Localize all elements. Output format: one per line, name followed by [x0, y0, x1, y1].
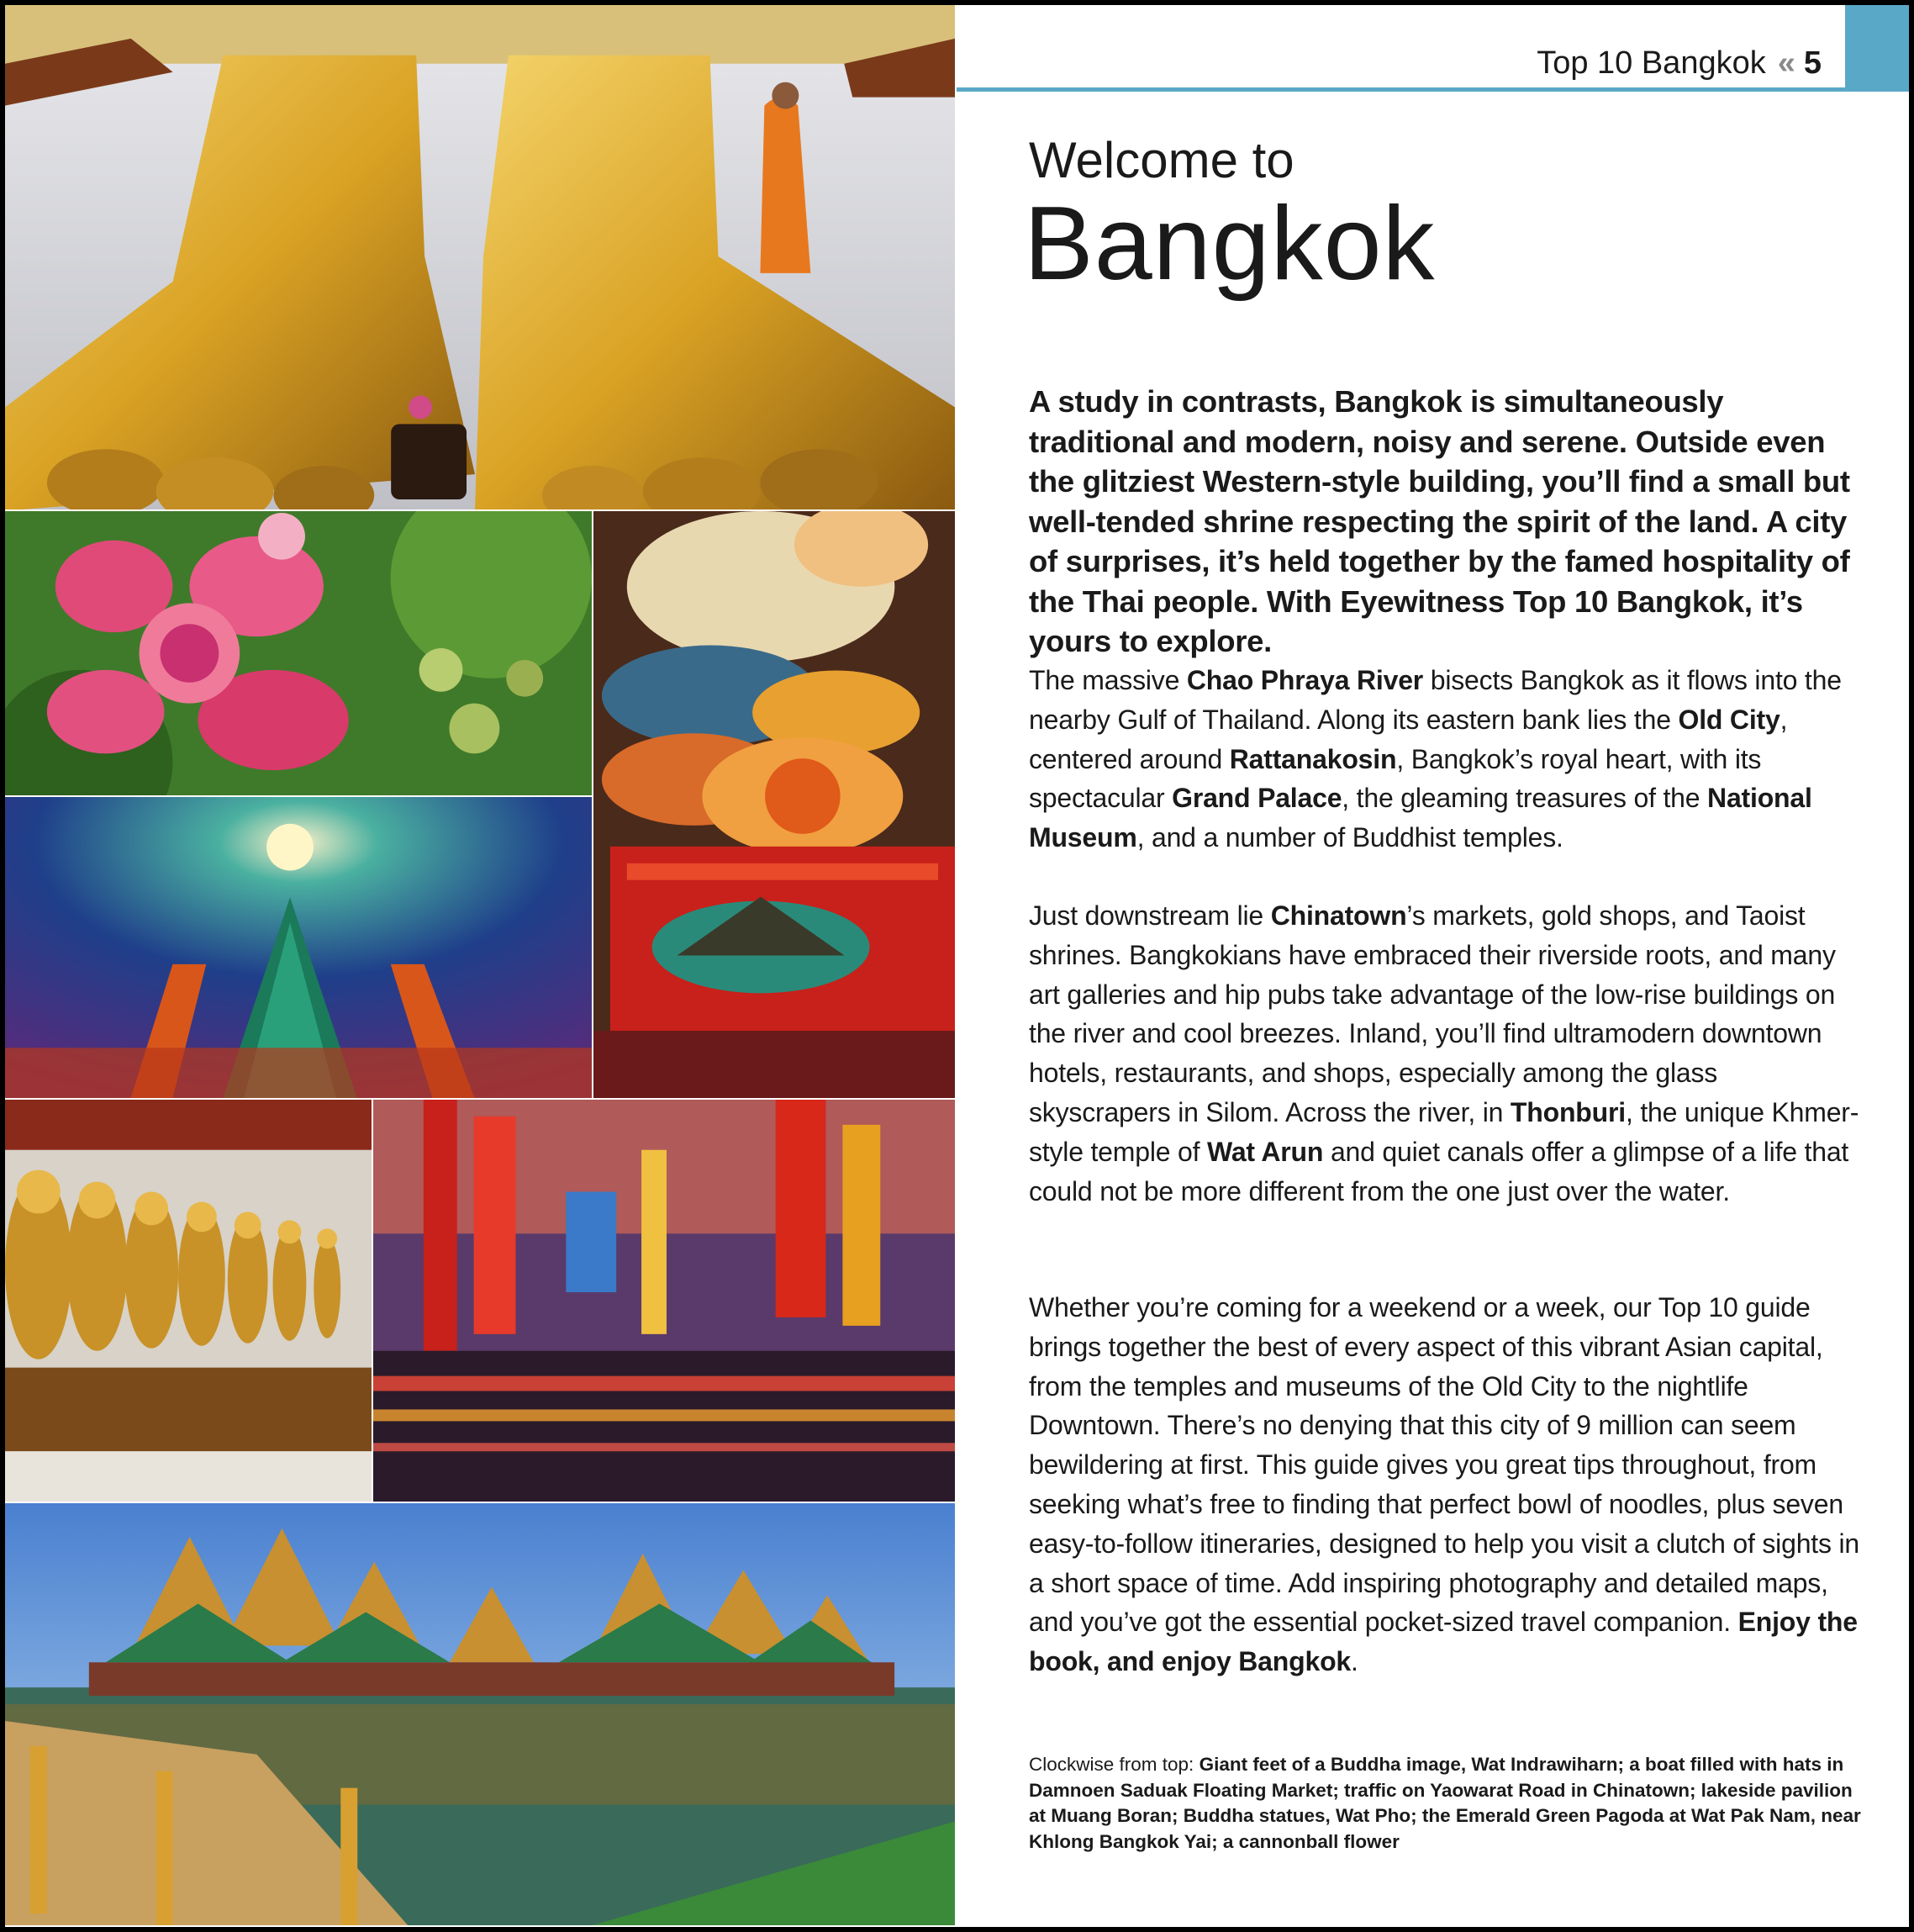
caption-lead: Clockwise from top:: [1029, 1754, 1200, 1775]
highlighted-place-name: Wat Arun: [1207, 1136, 1324, 1167]
intro-paragraph: A study in contrasts, Bangkok is simultaneously traditional and modern, noisy and serene. Outside even the glitziest Western-style building, you’ll find a small but well-tended shrine respecting the spirit of the land. A city of surprises, it’s held together by the famed hospitality of the Thai people. With Eyewitness Top 10 Bangkok, it’s yours to explore.: [1029, 384, 1850, 658]
highlighted-place-name: Grand Palace: [1172, 783, 1342, 814]
chevron-left-icon: «: [1777, 45, 1795, 81]
highlighted-place-name: Thonburi: [1510, 1096, 1626, 1127]
paragraph-text: ’s markets, gold shops, and Taoist shrines. Bangkokians have embraced their riverside roots, and many art galleries and hip pubs take advantage of the low-rise buildings on the river and cool breezes. Inland, you’ll find ultramodern downtown hotels, restaurants, and shops, especially among the glass skyscrapers in Silom. Across the river, in: [1029, 900, 1836, 1127]
paragraph-text: Just downstream lie: [1029, 900, 1271, 931]
buddha-statues-photo: [5, 1100, 373, 1503]
caption-text: Giant feet of a Buddha image, Wat Indrawiharn; a boat filled with hats in Damnoen Saduak Floating Market; traffic on Yaowarat Road in Chinatown; lakeside pavilion at Muang Boran; Buddha statues, Wat Pho; the Emerald Green Pagoda at Wat Pak Nam, near Khlong Bangkok Yai; a cannonball flower: [1029, 1754, 1861, 1852]
page-title: Bangkok: [1024, 186, 1436, 302]
paragraph-text: and quiet canals offer a glimpse of a life that could not be more different from the one just over the water.: [1029, 1136, 1849, 1206]
highlighted-place-name: National Museum: [1029, 783, 1812, 853]
paragraph-text: , and a number of Buddhist temples.: [1136, 822, 1563, 853]
paragraph-text: , centered around: [1029, 704, 1788, 774]
guidebook-page: [5, 5, 1909, 1927]
running-head: [1537, 45, 1822, 82]
title-kicker: Welcome to: [1029, 132, 1294, 188]
chinatown-traffic-photo: [373, 1100, 957, 1503]
page-number: 5: [1803, 45, 1822, 81]
header-rule: [957, 87, 1845, 92]
cannonball-flower-photo: [5, 511, 593, 797]
page-tab: [1845, 5, 1909, 92]
highlighted-place-name: Enjoy the book, and enjoy Bangkok: [1029, 1607, 1858, 1677]
photo-collage: [5, 5, 957, 1927]
paragraph-text: bisects Bangkok as it flows into the nearby Gulf of Thailand. Along its eastern bank lies the: [1029, 665, 1842, 735]
giant-feet-photo: [5, 5, 957, 511]
photo-caption: [1029, 1752, 1861, 1855]
body-paragraph: [1029, 661, 1861, 858]
lakeside-pavilion-photo: [5, 1503, 957, 1927]
paragraph-text: Whether you’re coming for a weekend or a week, our Top 10 guide brings together the best of every aspect of this vibrant Asian capital, from the temples and museums of the Old City to the nightlife Downtown. There’s no denying that this city of 9 million can seem bewildering at first. This guide gives you great tips throughout, from seeking what’s free to finding that perfect bowl of noodles, plus seven easy-to-follow itineraries, designed to help you visit a clutch of sights in a short space of time. Add inspiring photography and detailed maps, and you’ve got the essential pocket-sized travel companion.: [1029, 1292, 1859, 1638]
paragraph-text: , the unique Khmer-style temple of: [1029, 1096, 1859, 1167]
highlighted-place-name: Rattanakosin: [1229, 743, 1397, 774]
highlighted-place-name: Chao Phraya River: [1186, 665, 1424, 695]
body-paragraph: [1029, 1288, 1861, 1681]
emerald-pagoda-photo: [5, 797, 593, 1100]
highlighted-place-name: Old City: [1678, 704, 1780, 735]
body-paragraph: [1029, 896, 1861, 1211]
paragraph-text: , Bangkok’s royal heart, with its spectacular: [1029, 743, 1762, 814]
section-title: Top 10 Bangkok: [1537, 45, 1766, 81]
paragraph-text: .: [1351, 1646, 1358, 1677]
paragraph-text: , the gleaming treasures of the: [1342, 783, 1708, 814]
highlighted-place-name: Chinatown: [1270, 900, 1407, 931]
paragraph-text: The massive: [1029, 665, 1187, 695]
boat-hats-photo: [593, 511, 957, 1100]
